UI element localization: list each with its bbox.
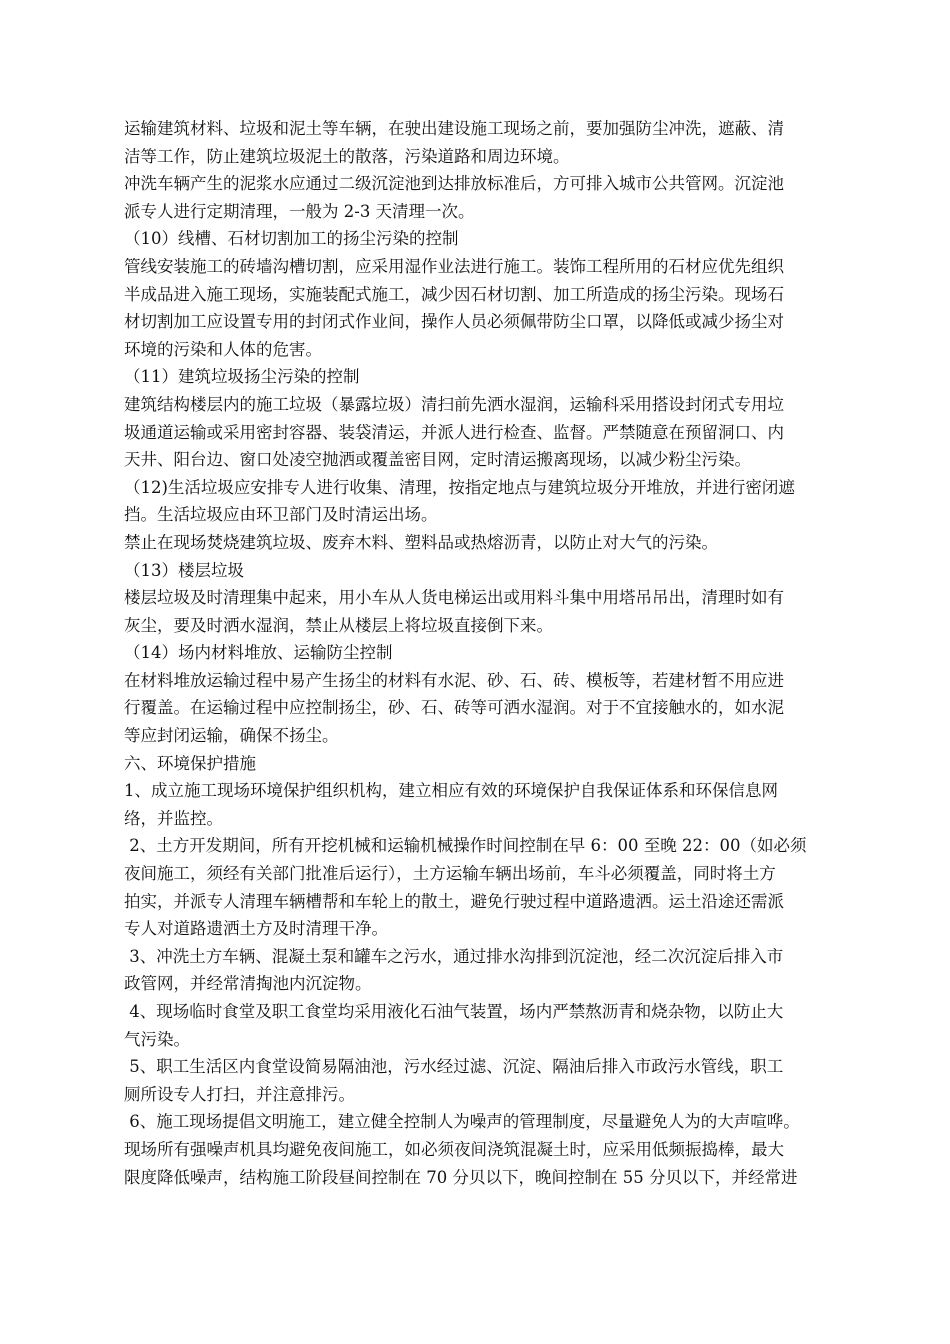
text-line: 等应封闭运输，确保不扬尘。 bbox=[124, 726, 339, 746]
text-line: 政管网，并经常清掏池内沉淀物。 bbox=[124, 974, 372, 994]
text-line: 派专人进行定期清理，一般为 2-3 天清理一次。 bbox=[124, 201, 475, 221]
text-line: 天井、阳台边、窗口处凌空抛洒或覆盖密目网，定时清运搬离现场，以减少粉尘污染。 bbox=[124, 450, 751, 470]
text-line: （10）线槽、石材切割加工的扬尘污染的控制 bbox=[124, 229, 459, 249]
text-line: 管线安装施工的砖墙沟槽切割，应采用湿作业法进行施工。装饰工程所用的石材应优先组织 bbox=[124, 256, 784, 276]
text-line: 3、冲洗土方车辆、混凝土泵和罐车之污水，通过排水沟排到沉淀池，经二次沉淀后排入市 bbox=[124, 946, 784, 966]
text-line: 专人对道路遗洒土方及时清理干净。 bbox=[124, 919, 388, 939]
text-line: 洁等工作，防止建筑垃圾泥土的散落，污染道路和周边环境。 bbox=[124, 146, 570, 166]
text-line: 1、成立施工现场环境保护组织机构，建立相应有效的环境保护自我保证体系和环保信息网 bbox=[124, 781, 778, 801]
text-line: 现场所有强噪声机具均避免夜间施工，如必须夜间浇筑混凝土时，应采用低频振捣棒，最大 bbox=[124, 1139, 784, 1159]
text-line: 冲洗车辆产生的泥浆水应通过二级沉淀池到达排放标准后，方可排入城市公共管网。沉淀池 bbox=[124, 174, 784, 194]
text-line: 禁止在现场焚烧建筑垃圾、废弃木料、塑料品或热熔沥青，以防止对大气的污染。 bbox=[124, 532, 718, 552]
text-line: 厕所设专人打扫，并注意排污。 bbox=[124, 1084, 355, 1104]
text-line: 行覆盖。在运输过程中应控制扬尘，砂、石、砖等可洒水湿润。对于不宜接触水的，如水泥 bbox=[124, 698, 784, 718]
text-line: 夜间施工，须经有关部门批准后运行），土方运输车辆出场前，车斗必须覆盖，同时将土方 bbox=[124, 864, 776, 884]
text-line: 六、环境保护措施 bbox=[124, 753, 256, 773]
text-line: 5、职工生活区内食堂设简易隔油池，污水经过滤、沉淀、隔油后排入市政污水管线，职工 bbox=[124, 1057, 784, 1077]
text-line: 建筑结构楼层内的施工垃圾（暴露垃圾）清扫前先洒水湿润，运输科采用搭设封闭式专用垃 bbox=[124, 394, 784, 414]
text-line: 2、土方开发期间，所有开挖机械和运输机械操作时间控制在早 6：00 至晚 22：00（如必须 bbox=[124, 836, 807, 856]
text-line: （14）场内材料堆放、运输防尘控制 bbox=[124, 643, 393, 663]
text-line: 限度降低噪声，结构施工阶段昼间控制在 70 分贝以下，晚间控制在 55 分贝以下，并经常进 bbox=[124, 1167, 798, 1187]
text-line: 络，并监控。 bbox=[124, 808, 223, 828]
text-line: 材切割加工应设置专用的封闭式作业间，操作人员必须佩带防尘口罩，以降低或减少扬尘对 bbox=[124, 312, 784, 332]
text-line: 4、现场临时食堂及职工食堂均采用液化石油气装置，场内严禁熬沥青和烧杂物，以防止大 bbox=[124, 1002, 784, 1021]
text-line: 挡。生活垃圾应由环卫部门及时清运出场。 bbox=[124, 505, 438, 525]
text-line: 灰尘，要及时洒水湿润，禁止从楼层上将垃圾直接倒下来。 bbox=[124, 615, 553, 635]
text-line: 气污染。 bbox=[124, 1029, 190, 1049]
text-line: 半成品进入施工现场，实施装配式施工，减少因石材切割、加工所造成的扬尘污染。现场石 bbox=[124, 284, 784, 304]
text-line: 在材料堆放运输过程中易产生扬尘的材料有水泥、砂、石、砖、模板等，若建材暂不用应进 bbox=[124, 670, 784, 690]
text-line: 拍实，并派专人清理车辆槽帮和车轮上的散土，避免行驶过程中道路遗洒。运土沿途还需派 bbox=[124, 891, 784, 911]
text-line: 运输建筑材料、垃圾和泥土等车辆，在驶出建设施工现场之前，要加强防尘冲洗，遮蔽、清 bbox=[124, 119, 784, 138]
text-line: （13）楼层垃圾 bbox=[124, 560, 244, 580]
text-line: （12)生活垃圾应安排专人进行收集、清理，按指定地点与建筑垃圾分开堆放，并进行密闭遮 bbox=[124, 477, 795, 497]
text-line: 楼层垃圾及时清理集中起来，用小车从人货电梯运出或用料斗集中用塔吊吊出，清理时如有 bbox=[124, 588, 784, 608]
text-line: 圾通道运输或采用密封容器、装袋清运，并派人进行检查、监督。严禁随意在预留洞口、内 bbox=[124, 422, 784, 442]
text-line: 6、施工现场提倡文明施工，建立健全控制人为噪声的管理制度，尽量避免人为的大声喧哗。 bbox=[124, 1112, 800, 1132]
text-line: （11）建筑垃圾扬尘污染的控制 bbox=[124, 367, 360, 387]
document-body bbox=[124, 115, 844, 1191]
text-line: 环境的污染和人体的危害。 bbox=[124, 339, 322, 359]
